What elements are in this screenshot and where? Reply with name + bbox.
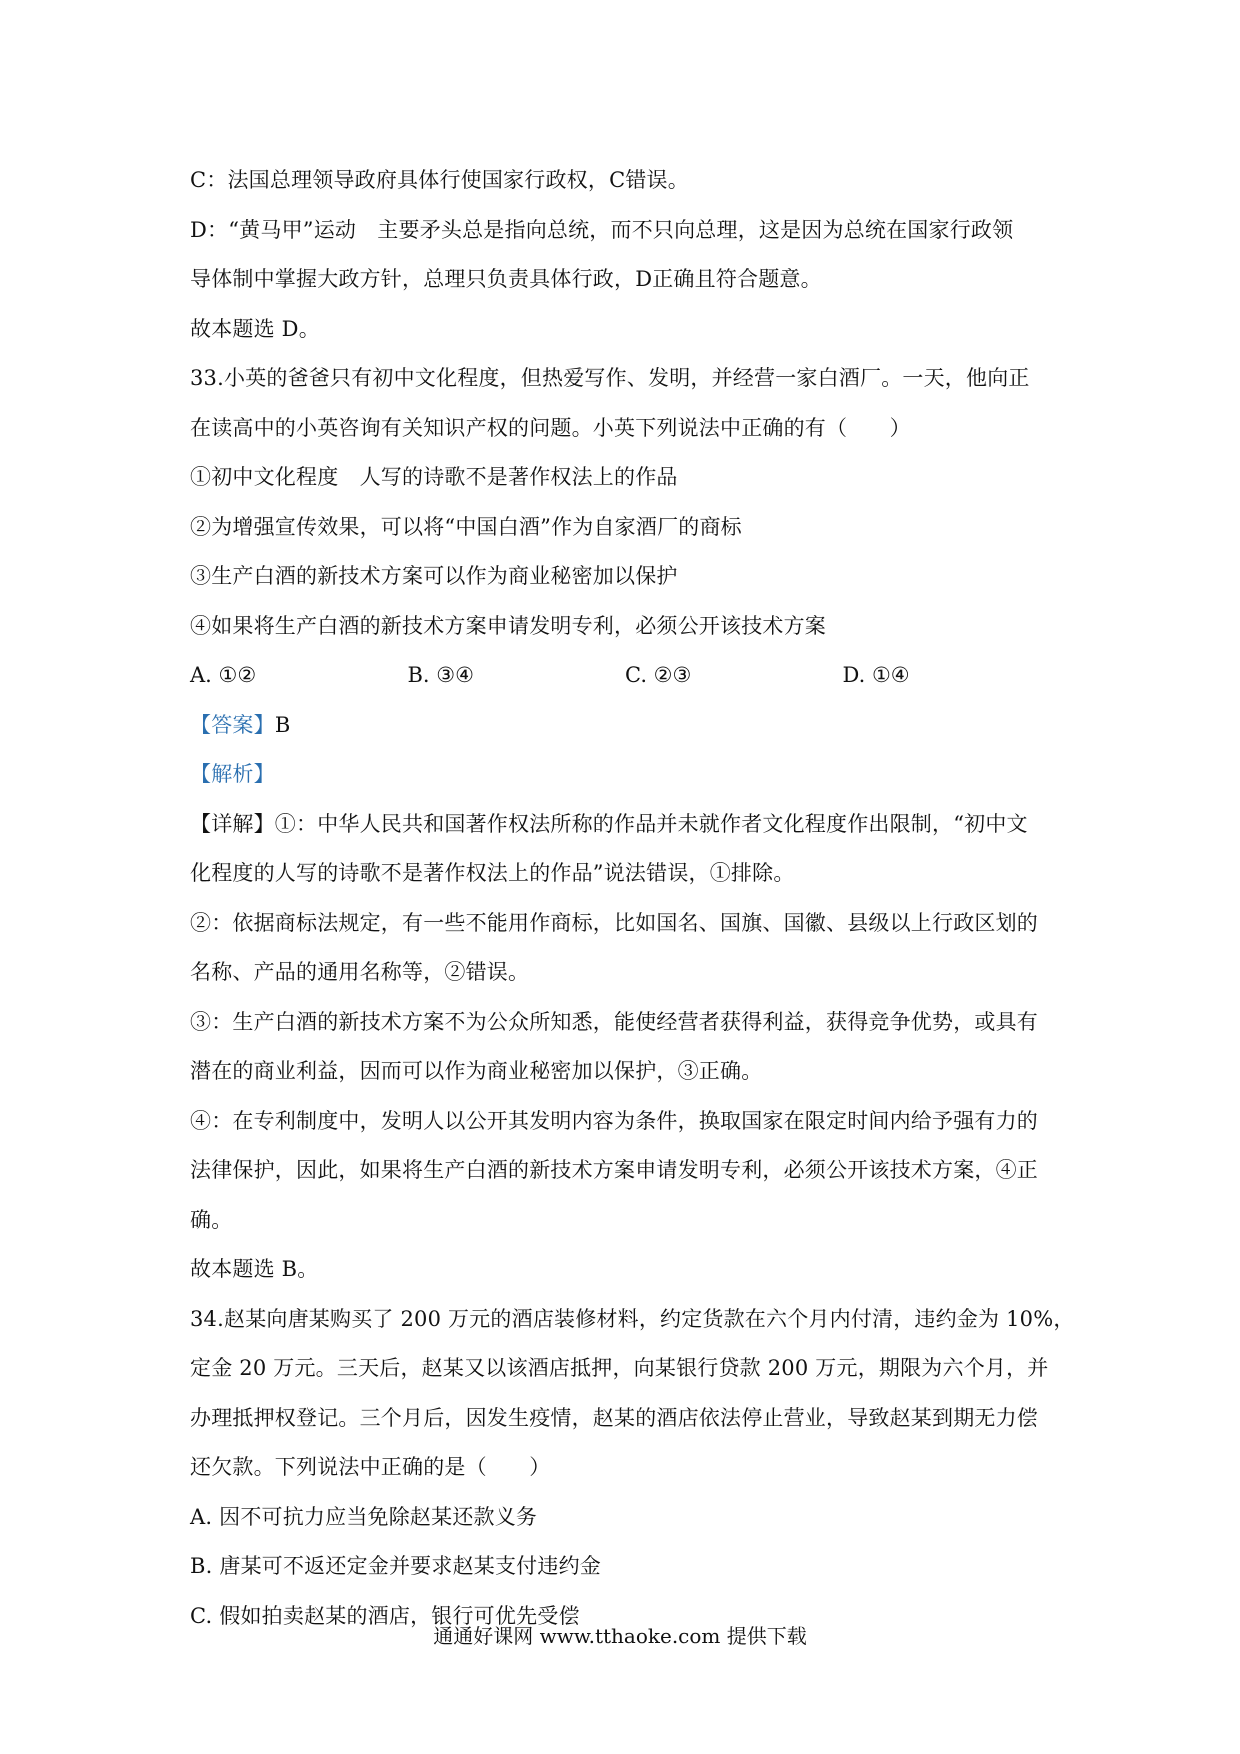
answer-line [190, 701, 1060, 751]
detail-line: 化程度的人写的诗歌不是著作权法上的作品”说法错误，①排除。 [190, 861, 795, 885]
detail-line: ④：在专利制度中，发明人以公开其发明内容为条件，换取国家在限定时间内给予强有力的 [190, 1108, 1038, 1133]
option-c: C. ②③ [625, 663, 692, 687]
detail-line: 名称、产品的通用名称等，②错误。 [190, 960, 530, 984]
detail-line: ③：生产白酒的新技术方案不为公众所知悉，能使经营者获得利益，获得竞争优势，或具有 [190, 1009, 1038, 1034]
question-34-stem: 办理抵押权登记。三个月后，因发生疫情，赵某的酒店依法停止营业，导致赵某到期无力偿 [190, 1405, 1038, 1430]
detail-line: 故本题选 B。 [190, 1257, 319, 1281]
question-33-statement: ③生产白酒的新技术方案可以作为商业秘密加以保护 [190, 564, 678, 588]
text-line: 故本题选 D。 [190, 316, 320, 341]
text-line: 导体制中掌握大政方针，总理只负责具体行政，D正确且符合题意。 [190, 267, 822, 291]
option-b: B. ③④ [407, 663, 474, 687]
answer-value: B [274, 712, 291, 737]
document-body [190, 156, 1075, 1641]
analysis-line [190, 750, 1060, 800]
text-line: C：法国总理领导政府具体行使国家行政权，C错误。 [190, 168, 689, 192]
text-line: D：“黄马甲”运动 主要矛头总是指向总统，而不只向总理，这是因为总统在国家行政领 [190, 217, 1014, 242]
page-footer: 通通好课网 www.tthaoke.com 提供下载 [433, 1624, 807, 1648]
detail-line: 确。 [190, 1207, 233, 1232]
option-a: A. ①② [190, 663, 257, 687]
question-34-stem: 还欠款。下列说法中正确的是（ ） [190, 1455, 551, 1479]
detail-line: ②：依据商标法规定，有一些不能用作商标，比如国名、国旗、国徽、县级以上行政区划的 [190, 910, 1038, 935]
question-33-stem: 33.小英的爸爸只有初中文化程度，但热爱写作、发明，并经营一家白酒厂。一天，他向正 [190, 366, 1030, 390]
question-33-statement: ②为增强宣传效果，可以将“中国白酒”作为自家酒厂的商标 [190, 514, 742, 539]
question-33-statement: ④如果将生产白酒的新技术方案申请发明专利，必须公开该技术方案 [190, 613, 826, 638]
question-34-option-c: C. 假如拍卖赵某的酒店，银行可优先受偿 [190, 1603, 580, 1628]
detail-line: 法律保护，因此，如果将生产白酒的新技术方案申请发明专利，必须公开该技术方案，④正 [190, 1158, 1038, 1182]
detail-line: 潜在的商业利益，因而可以作为商业秘密加以保护，③正确。 [190, 1059, 763, 1083]
question-33-options [190, 651, 1060, 701]
analysis-tag: 【解析】 [190, 762, 275, 786]
detail-line: 【详解】①：中华人民共和国著作权法所称的作品并未就作者文化程度作出限制，“初中文 [190, 811, 1028, 836]
option-d: D. ①④ [842, 663, 910, 687]
question-34-stem: 定金 20 万元。三天后，赵某又以该酒店抵押，向某银行贷款 200 万元，期限为六个月，并 [190, 1356, 1049, 1380]
question-33-stem: 在读高中的小英咨询有关知识产权的问题。小英下列说法中正确的有（ ） [190, 415, 911, 440]
question-33-statement: ①初中文化程度 人写的诗歌不是著作权法上的作品 [190, 465, 678, 489]
question-34-option-a: A. 因不可抗力应当免除赵某还款义务 [190, 1504, 538, 1529]
question-34-stem: 34.赵某向唐某购买了 200 万元的酒店装修材料，约定货款在六个月内付清，违约金为 10%， [190, 1306, 1075, 1331]
question-34-option-b: B. 唐某可不返还定金并要求赵某支付违约金 [190, 1554, 601, 1578]
answer-tag: 【答案】 [190, 712, 275, 737]
